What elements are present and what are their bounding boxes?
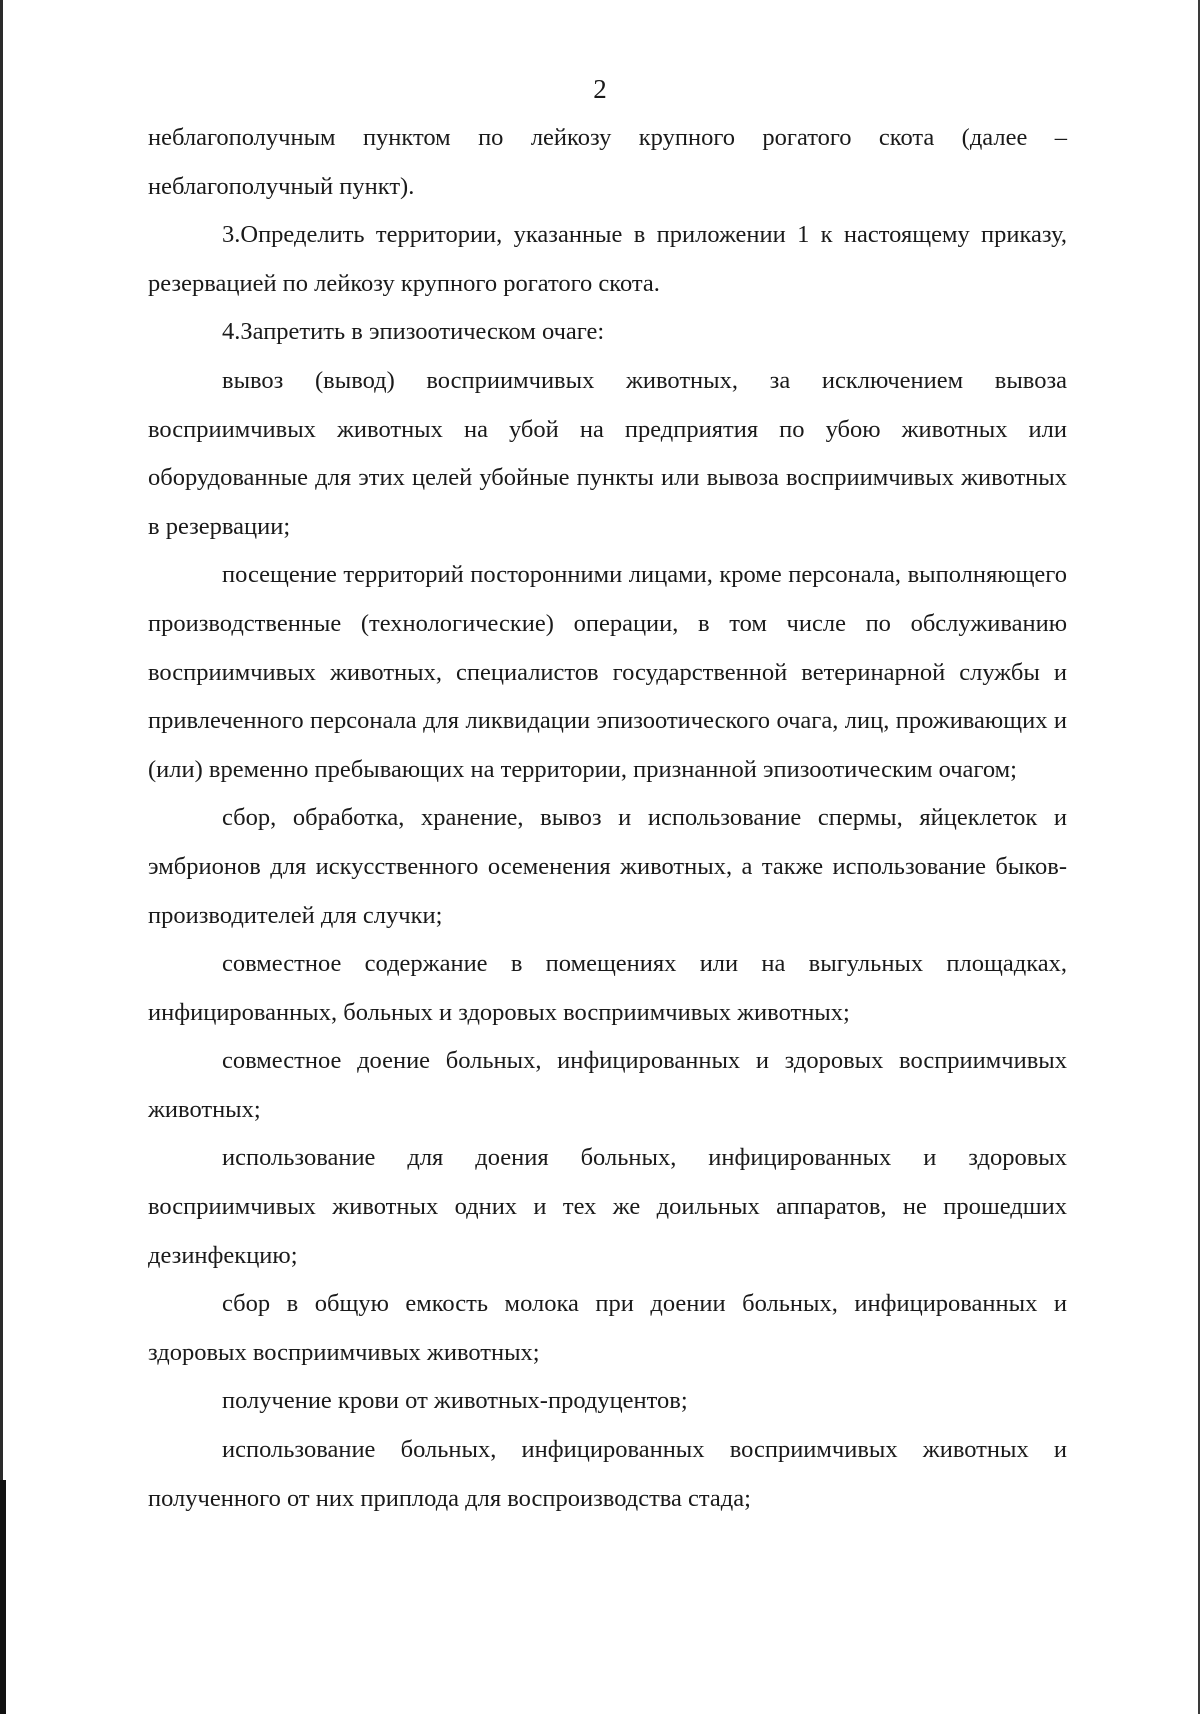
paragraph-item-4: 4.Запретить в эпизоотическом очаге: [222,318,605,346]
scan-border-left [0,0,3,1714]
paragraph-prohibition-export: вывоз (вывод) восприимчивых животных, за исключением вывоза восприимчивых животных на убой на предприятия по убою животных или оборудованные для этих целей убойные пункты или вывоза восприимчивых животных в резервации; [148,366,1067,540]
paragraph-prohibition-visits: посещение территорий посторонними лицами, кроме персонала, выполняющего производственные (технологические) операции, в том числе по обслуживанию восприимчивых животных, специалистов государственной ветеринарной службы и привлеченного персонала для ликвидации эпизоотического очага, лиц, проживающих и (или) временно пребывающих на территории, признанной эпизоотическим очагом; [148,561,1067,783]
paragraph-prohibition-sperm: сбор, обработка, хранение, вывоз и использование спермы, яйцеклеток и эмбрионов для искусственного осеменения животных, а также использование быков-производителей для случки; [148,804,1067,929]
scan-border-left-bottom [0,1480,6,1714]
paragraph-prohibition-joint-keeping: совместное содержание в помещениях или на выгульных площадках, инфицированных, больных и здоровых восприимчивых животных; [148,950,1067,1026]
paragraph-prohibition-blood: получение крови от животных-продуцентов; [222,1387,688,1415]
paragraph-prohibition-milk-collection: сбор в общую емкость молока при доении больных, инфицированных и здоровых восприимчивых животных; [148,1290,1067,1366]
paragraph-prohibition-joint-milking: совместное доение больных, инфицированных и здоровых восприимчивых животных; [148,1047,1067,1123]
paragraph-prohibition-milking-machines: использование для доения больных, инфицированных и здоровых восприимчивых животных одних и тех же доильных аппаратов, не прошедших дезинфекцию; [148,1144,1067,1269]
paragraph-item-3: 3.Определить территории, указанные в приложении 1 к настоящему приказу, резервацией по лейкозу крупного рогатого скота. [148,221,1067,297]
paragraph-prohibition-breeding: использование больных, инфицированных восприимчивых животных и полученного от них приплода для воспроизводства стада; [148,1436,1067,1512]
page-number: 2 [593,74,607,104]
document-body [148,114,1067,1523]
paragraph-continuation: неблагополучным пунктом по лейкозу крупного рогатого скота (далее – неблагополучный пункт). [148,124,1067,200]
